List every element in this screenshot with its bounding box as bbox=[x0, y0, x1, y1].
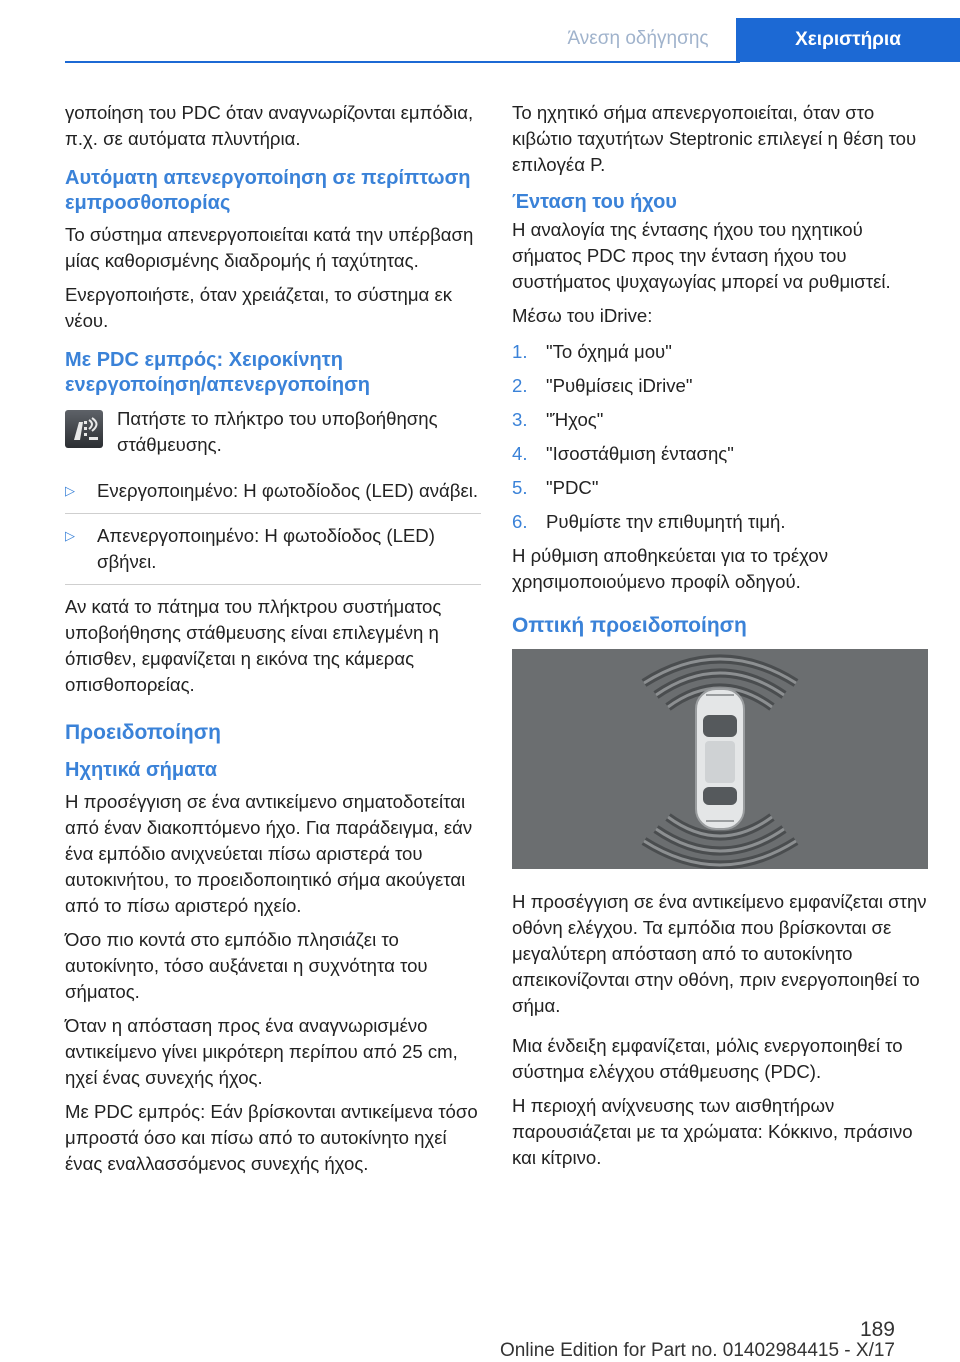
volume-paragraph: Η αναλογία της έντασης ήχου του ηχητικού σήματος PDC προς την ένταση ήχου του συστήματος ψυχαγωγίας μπορεί να ρυθμιστεί. bbox=[512, 219, 891, 292]
heading-warning: Προειδοποίηση bbox=[65, 721, 221, 744]
heading-acoustic-signals: Ηχητικά σήματα bbox=[65, 759, 218, 781]
saved-profile-paragraph: Η ρύθμιση αποθηκεύεται για το τρέχον χρησιμοποιούμενο προφίλ οδηγού. bbox=[512, 545, 829, 592]
heading-volume: Ένταση του ήχου bbox=[512, 191, 677, 213]
header-rule bbox=[65, 61, 740, 63]
visual-paragraph-1: Η προσέγγιση σε ένα αντικείμενο εμφανίζεται στην οθόνη ελέγχου. Τα εμπόδια που βρίσκονται σε μεγαλύτερη απόσταση από το αυτοκίνητο απεικονίζονται στην οθόνη, πριν ενεργοποιηθεί το σήμα. bbox=[512, 891, 927, 1016]
list-item: 6. Ρυθμίστε την επιθυμητή τιμή. bbox=[512, 511, 786, 532]
bullet-activated-text: Ενεργοποιημένο: Η φωτοδίοδος (LED) ανάβει. bbox=[97, 480, 479, 501]
bullet-deactivated-text: Απενεργοποιημένο: Η φωτοδίοδος (LED) σβήνει. bbox=[97, 525, 435, 572]
visual-paragraph-3: Η περιοχή ανίχνευσης των αισθητήρων παρουσιάζεται με τα χρώματα: Κόκκινο, πράσινο και κίτρινο. bbox=[512, 1095, 913, 1168]
left-column bbox=[65, 100, 481, 1185]
header-chapter: Χειριστήρια bbox=[736, 18, 960, 62]
steptronic-paragraph: Το ηχητικό σήμα απενεργοποιείται, όταν στο κιβώτιο ταχυτήτων Steptronic επιλεγεί η θέση του επιλογέα P. bbox=[512, 102, 917, 175]
triangle-bullet-icon: ▷ bbox=[65, 528, 75, 543]
page-footer bbox=[0, 1300, 960, 1360]
header-section: Άνεση οδήγησης bbox=[567, 28, 709, 49]
list-item: 1. "Το όχημά μου" bbox=[512, 341, 672, 362]
bullet-deactivated bbox=[65, 523, 481, 585]
camera-paragraph: Αν κατά το πάτημα του πλήκτρου συστήματος υποβοήθησης στάθμευσης είναι επιλεγμένη η όπισθεν, εμφανίζεται η εικόνα της κάμερας οπισθοπορείας. bbox=[65, 596, 442, 695]
acoustic-paragraph-3: Όταν η απόσταση προς ένα αναγνωρισμένο αντικείμενο γίνει μικρότερη περίπου από 25 cm, ηχεί ένας συνεχής ήχος. bbox=[65, 1015, 458, 1088]
acoustic-paragraph-2: Όσο πιο κοντά στο εμπόδιο πλησιάζει το αυτοκίνητο, τόσο αυξάνεται η συχνότητα του σήματος. bbox=[65, 929, 428, 1002]
press-button-row bbox=[65, 406, 481, 462]
auto-deactivation-text: Το σύστημα απενεργοποιείται κατά την υπέρβαση μίας καθορισμένης διαδρομής ή ταχύτητας. bbox=[65, 224, 474, 271]
list-item: 4. "Ισοστάθμιση έντασης" bbox=[512, 443, 734, 464]
triangle-bullet-icon: ▷ bbox=[65, 483, 75, 498]
bullet-activated bbox=[65, 478, 481, 514]
intro-paragraph: γοποίηση του PDC όταν αναγνωρίζονται εμπόδια, π.χ. σε αυτόματα πλυντήρια. bbox=[65, 102, 474, 149]
list-item: 2. "Ρυθμίσεις iDrive" bbox=[512, 375, 693, 396]
via-idrive-text: Μέσω του iDrive: bbox=[512, 305, 653, 326]
pdc-button-icon bbox=[65, 410, 103, 448]
press-button-text: Πατήστε το πλήκτρο του υποβοήθησης στάθμευσης. bbox=[117, 408, 438, 455]
visual-paragraph-2: Μια ένδειξη εμφανίζεται, μόλις ενεργοποιηθεί το σύστημα ελέγχου στάθμευσης (PDC). bbox=[512, 1035, 903, 1082]
page-number: 189 bbox=[859, 1318, 895, 1341]
pdc-display-illustration bbox=[512, 649, 928, 869]
heading-visual-warning: Οπτική προειδοποίηση bbox=[512, 614, 747, 637]
idrive-steps bbox=[512, 339, 928, 535]
page-header bbox=[0, 18, 960, 62]
acoustic-paragraph-1: Η προσέγγιση σε ένα αντικείμενο σηματοδοτείται από έναν διακοπτόμενο ήχο. Για παράδειγμα, εάν ένα εμπόδιο ανιχνεύεται πίσω αριστερά του αυτοκινήτου, το προειδοποιητικό σήμα ακούγεται από το πίσω αριστερό ηχείο. bbox=[65, 791, 473, 916]
reactivate-text: Ενεργοποιήστε, όταν χρειάζεται, το σύστημα εκ νέου. bbox=[65, 284, 453, 331]
acoustic-paragraph-4: Με PDC εμπρός: Εάν βρίσκονται αντικείμενα τόσο μπροστά όσο και πίσω από το αυτοκίνητο ηχεί ένας εναλλασσόμενος συνεχής ήχος. bbox=[65, 1101, 478, 1174]
edition-text: Online Edition for Part no. 01402984415 - X/17 bbox=[499, 1340, 895, 1361]
right-column bbox=[512, 100, 928, 1179]
list-item: 5. "PDC" bbox=[512, 477, 599, 498]
heading-auto-deactivation: Αυτόματη απενεργοποίηση σε περίπτωση εμπροσθοπορίας bbox=[65, 167, 471, 214]
list-item: 3. "Ήχος" bbox=[512, 409, 604, 430]
heading-manual-activation: Με PDC εμπρός: Χειροκίνητη ενεργοποίηση/απενεργοποίηση bbox=[65, 349, 370, 396]
